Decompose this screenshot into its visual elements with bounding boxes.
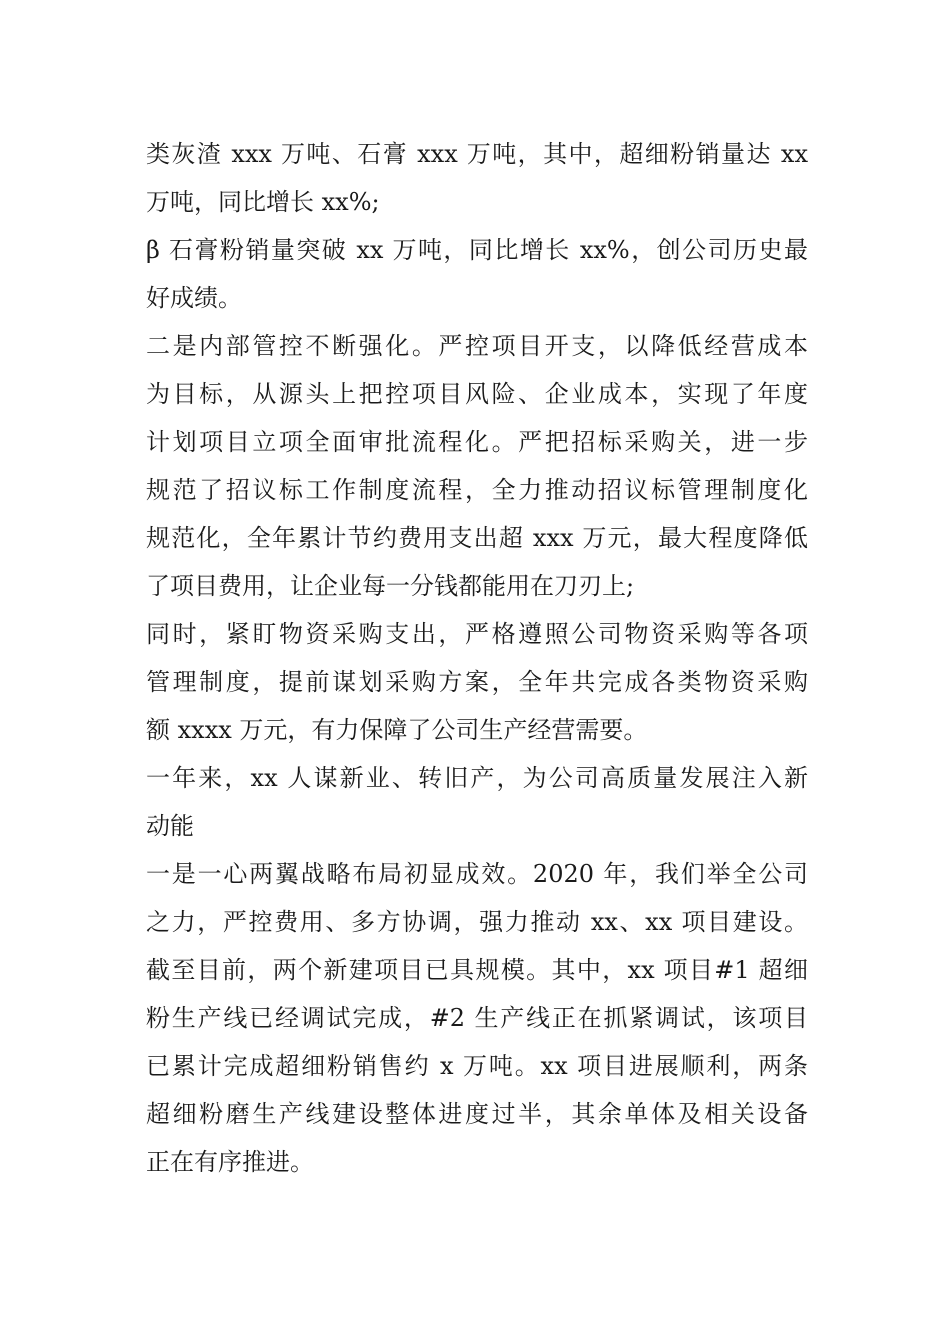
text-line-10: 了项目费用，让企业每一分钱都能用在刀刃上; <box>146 572 635 600</box>
document-body <box>146 130 808 1186</box>
text-line-18: 截至目前，两个新建项目已具规模。其中，xx 项目#1 超细 <box>146 956 808 984</box>
text-line-8: 规范了招议标工作制度流程，全力推动招议标管理制度化 <box>146 476 808 504</box>
text-line-5: 二是内部管控不断强化。严控项目开支，以降低经营成本 <box>146 332 808 360</box>
text-line-20: 已累计完成超细粉销售约 x 万吨。xx 项目进展顺利，两条 <box>146 1052 808 1080</box>
text-line-7: 计划项目立项全面审批流程化。严把招标采购关，进一步 <box>146 428 808 456</box>
text-line-16: 一是一心两翼战略布局初显成效。2020 年，我们举全公司 <box>146 860 808 888</box>
text-line-12: 管理制度，提前谋划采购方案，全年共完成各类物资采购 <box>146 668 808 696</box>
text-line-15: 动能 <box>146 812 194 840</box>
text-line-13: 额 xxxx 万元，有力保障了公司生产经营需要。 <box>146 716 648 744</box>
text-line-9: 规范化，全年累计节约费用支出超 xxx 万元，最大程度降低 <box>146 524 808 552</box>
text-line-17: 之力，严控费用、多方协调，强力推动 xx、xx 项目建设。 <box>146 908 808 936</box>
text-line-6: 为目标，从源头上把控项目风险、企业成本，实现了年度 <box>146 380 808 408</box>
text-line-2: 万吨，同比增长 xx%; <box>146 188 380 216</box>
text-line-4: 好成绩。 <box>146 284 242 312</box>
text-line-11: 同时，紧盯物资采购支出，严格遵照公司物资采购等各项 <box>146 620 808 648</box>
text-line-3: β 石膏粉销量突破 xx 万吨，同比增长 xx%，创公司历史最 <box>146 236 808 264</box>
text-line-1: 类灰渣 xxx 万吨、石膏 xxx 万吨，其中，超细粉销量达 xx <box>146 140 808 168</box>
text-line-21: 超细粉磨生产线建设整体进度过半，其余单体及相关设备 <box>146 1100 808 1128</box>
text-line-22: 正在有序推进。 <box>146 1148 314 1176</box>
text-line-14: 一年来，xx 人谋新业、转旧产，为公司高质量发展注入新 <box>146 764 808 792</box>
text-line-19: 粉生产线已经调试完成，#2 生产线正在抓紧调试，该项目 <box>146 1004 808 1032</box>
